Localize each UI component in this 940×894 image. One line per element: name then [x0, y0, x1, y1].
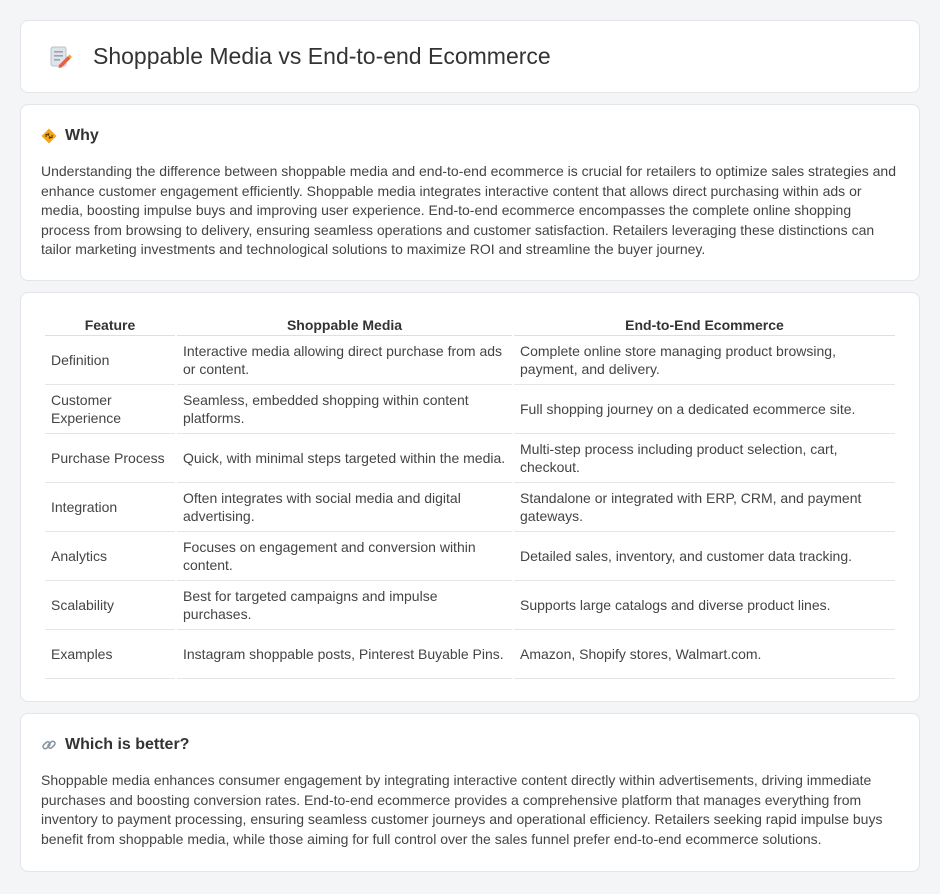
shoppable-media-cell: Quick, with minimal steps targeted within the media. — [177, 434, 512, 483]
feature-cell: Purchase Process — [45, 434, 175, 483]
which-section — [20, 713, 920, 872]
why-section — [20, 104, 920, 281]
header-feature: Feature — [45, 315, 175, 336]
header-end-to-end-ecommerce: End-to-End Ecommerce — [514, 315, 895, 336]
feature-cell: Examples — [45, 630, 175, 679]
header-shoppable-media: Shoppable Media — [177, 315, 512, 336]
shoppable-media-cell: Seamless, embedded shopping within content platforms. — [177, 385, 512, 434]
ecommerce-cell: Supports large catalogs and diverse product lines. — [514, 581, 895, 630]
table-row — [45, 336, 895, 385]
ecommerce-cell: Full shopping journey on a dedicated ecommerce site. — [514, 385, 895, 434]
page-title: Shoppable Media vs End-to-end Ecommerce — [93, 43, 551, 69]
header-card — [20, 20, 920, 93]
which-title: Which is better? — [65, 735, 190, 753]
ecommerce-cell: Multi-step process including product selection, cart, checkout. — [514, 434, 895, 483]
comparison-table — [43, 315, 897, 679]
shoppable-media-cell: Instagram shoppable posts, Pinterest Buyable Pins. — [177, 630, 512, 679]
feature-cell: Scalability — [45, 581, 175, 630]
table-header-row — [45, 315, 895, 336]
why-title: Why — [65, 127, 99, 144]
which-text: Shoppable media enhances consumer engagement by integrating interactive content directly within advertisements, driving immediate purchases and boosting conversion rates. End-to-end ecommerce provides a comprehensive platform that manages everything from inventory to payment processing, ensuring seamless customer journeys and operational efficiency. Retailers seeking rapid impulse buys benefit from shoppable media, while those aiming for full control over the sales funnel prefer end-to-end ecommerce solutions. — [41, 771, 883, 847]
why-heading — [41, 127, 899, 145]
shoppable-media-cell: Best for targeted campaigns and impulse purchases. — [177, 581, 512, 630]
which-heading — [41, 736, 899, 754]
comparison-card — [20, 292, 920, 702]
shoppable-media-cell: Often integrates with social media and digital advertising. — [177, 483, 512, 532]
link-icon — [41, 737, 57, 753]
table-row — [45, 483, 895, 532]
shoppable-media-cell: Interactive media allowing direct purchase from ads or content. — [177, 336, 512, 385]
ecommerce-cell: Amazon, Shopify stores, Walmart.com. — [514, 630, 895, 679]
table-row — [45, 385, 895, 434]
ecommerce-cell: Standalone or integrated with ERP, CRM, and payment gateways. — [514, 483, 895, 532]
table-row — [45, 434, 895, 483]
ecommerce-cell: Detailed sales, inventory, and customer data tracking. — [514, 532, 895, 581]
feature-cell: Customer Experience — [45, 385, 175, 434]
feature-cell: Integration — [45, 483, 175, 532]
table-row — [45, 581, 895, 630]
table-row — [45, 532, 895, 581]
shoppable-media-cell: Focuses on engagement and conversion within content. — [177, 532, 512, 581]
document-pencil-icon — [47, 44, 73, 70]
feature-cell: Definition — [45, 336, 175, 385]
why-text: Understanding the difference between shoppable media and end-to-end ecommerce is crucial for retailers to optimize sales strategies and enhance customer engagement efficiently. Shoppable media integrates interactive content that allows direct purchasing within ads or media, boosting impulse buys and improving user experience. End-to-end ecommerce encompasses the complete online shopping process from browsing to delivery, ensuring seamless operations and customer satisfaction. Retailers leveraging these distinctions can tailor marketing investments and technological solutions to maximize ROI and streamline the buyer journey. — [41, 163, 896, 258]
ecommerce-cell: Complete online store managing product browsing, payment, and delivery. — [514, 336, 895, 385]
feature-cell: Analytics — [45, 532, 175, 581]
diamond-arrows-icon — [41, 128, 57, 144]
table-row — [45, 630, 895, 679]
